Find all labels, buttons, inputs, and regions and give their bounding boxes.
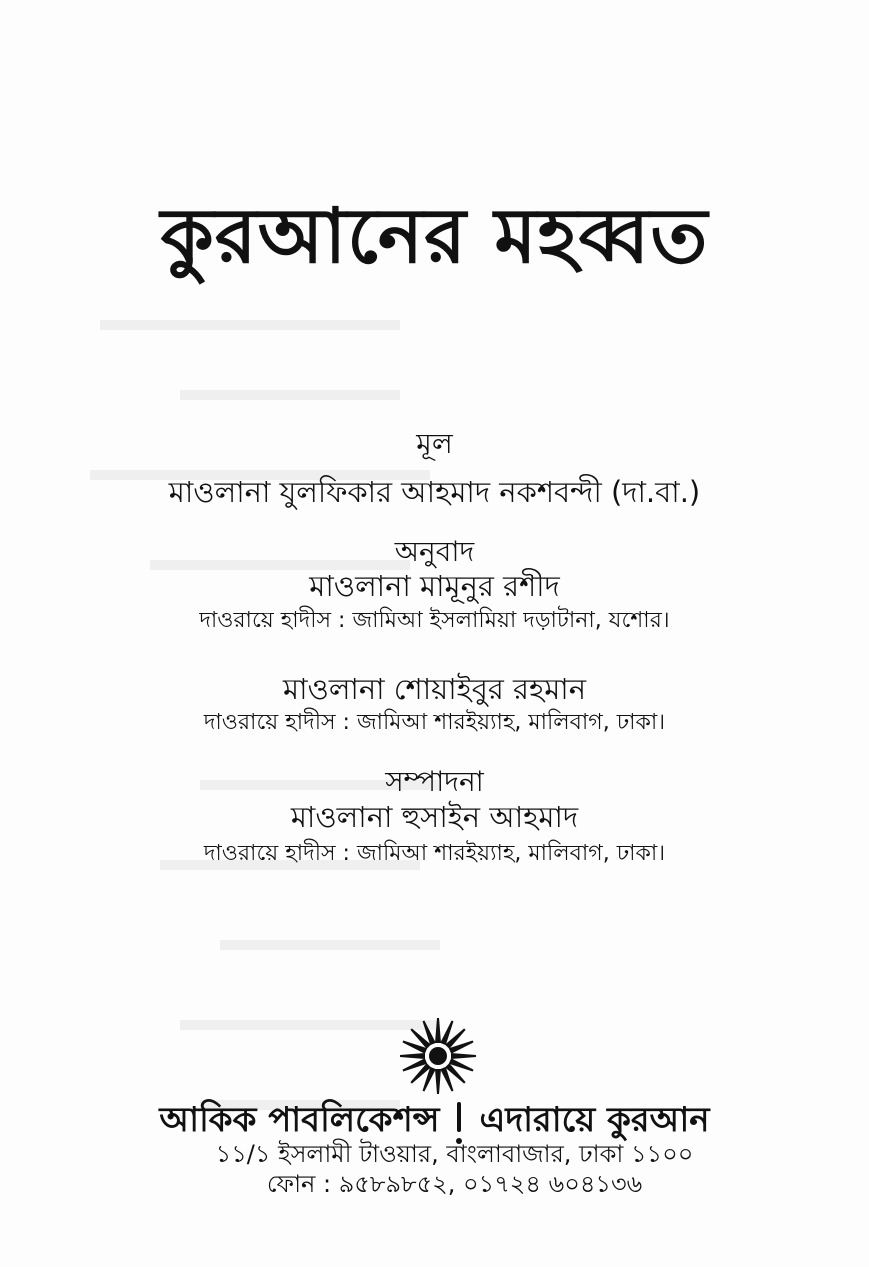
publisher-name-2: এদারায়ে কুরআন <box>479 1100 710 1140</box>
publisher-names <box>0 1098 869 1142</box>
editor-name: মাওলানা হুসাইন আহমাদ <box>290 800 579 834</box>
editor-affiliation: দাওরায়ে হাদীস : জামিআ শারইয়্যাহ, মালিবাগ, ঢাকা। <box>203 841 666 866</box>
sunburst-icon <box>398 1016 478 1096</box>
translator-1-affiliation: দাওরায়ে হাদীস : জামিআ ইসলামিয়া দড়াটানা, যশোর। <box>199 608 670 633</box>
translator-1-name: মাওলানা মামূনুর রশীদ <box>309 569 560 603</box>
editing-label: সম্পাদনা <box>385 765 484 798</box>
translator-2-name: মাওলানা শোয়াইবুর রহমান <box>282 672 587 706</box>
original-author: মাওলানা যুলফিকার আহমাদ নকশবন্দী (দা.বা.) <box>168 475 701 509</box>
original-label: মূল <box>416 427 453 460</box>
book-title: কুরআনের মহব্বত <box>160 191 709 280</box>
translation-label: অনুবাদ <box>394 535 475 568</box>
publisher-name-1: আকিক পাবলিকেশন্স <box>159 1100 440 1140</box>
translator-2-affiliation: দাওরায়ে হাদীস : জামিআ শারইয়্যাহ, মালিবাগ, ঢাকা। <box>203 710 666 735</box>
publisher-address: ১১/১ ইসলামী টাওয়ার, বাংলাবাজার, ঢাকা ১১০০ <box>215 1140 694 1168</box>
publisher-phone: ফোন : ৯৫৮৯৮৫২, ০১৭২৪ ৬০৪১৩৬ <box>266 1170 643 1198</box>
